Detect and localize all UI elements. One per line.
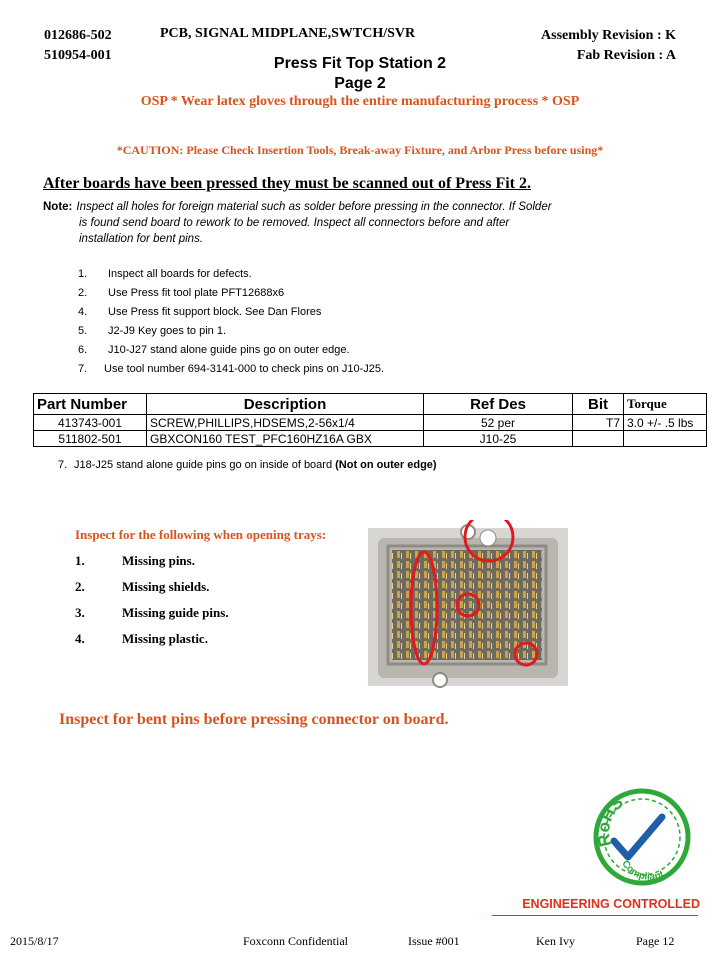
step-text: Inspect all boards for defects. — [108, 268, 252, 280]
osp-notice: OSP * Wear latex gloves through the entire manufacturing process * OSP — [140, 94, 580, 109]
fab-revision: Fab Revision : A — [576, 48, 676, 63]
header-bit: Bit — [573, 394, 624, 415]
note-line-2: is found send board to rework to be removed. Inspect all connectors before and after — [79, 217, 510, 229]
page-title-line1: Press Fit Top Station 2 — [273, 55, 447, 72]
section-heading: After boards have been pressed they must be scanned out of Press Fit 2. — [43, 175, 531, 192]
cell-part-number: 413743-001 — [34, 415, 147, 431]
item-number: 3. — [75, 605, 85, 620]
step-number: 5. — [78, 325, 88, 337]
list-item — [78, 284, 384, 303]
guide-pin-note — [58, 459, 437, 471]
list-item — [75, 603, 229, 629]
header-description: Description — [147, 394, 424, 415]
step-text: Use tool number 694-3141-000 to check pins on J10-J25. — [104, 363, 385, 375]
footer-author: Ken Ivy — [536, 934, 575, 948]
footer-date: 2015/8/17 — [10, 934, 59, 948]
step-number: 6. — [78, 344, 88, 356]
note-label: Note: — [43, 201, 73, 213]
list-item — [78, 303, 384, 322]
inspect-list — [75, 551, 229, 655]
engineering-controlled-label: ENGINEERING CONTROLLED — [522, 897, 700, 911]
item-text: Missing guide pins. — [122, 605, 229, 620]
rohs-text: RoHS — [594, 792, 627, 849]
cell-bit — [573, 431, 624, 447]
header-ref-des: Ref Des — [424, 394, 573, 415]
footer-page: Page 12 — [636, 934, 675, 948]
connector-photo — [368, 520, 568, 694]
step-text: J2-J9 Key goes to pin 1. — [108, 325, 227, 337]
bent-pins-notice: Inspect for bent pins before pressing connector on board. — [59, 711, 449, 728]
header-torque: Torque — [624, 394, 707, 415]
item-number: 1. — [75, 553, 85, 568]
parts-table — [33, 393, 707, 447]
note7-text: J18-J25 stand alone guide pins go on inside of board — [74, 459, 336, 471]
step-text: Use Press fit tool plate PFT12688x6 — [108, 287, 285, 299]
inspect-heading: Inspect for the following when opening trays: — [75, 527, 327, 542]
step-number: 2. — [78, 287, 88, 299]
note-block — [43, 199, 643, 247]
rohs-compliant-icon — [592, 783, 692, 891]
step-number: 1. — [78, 268, 88, 280]
cell-description: SCREW,PHILLIPS,HDSEMS,2-56x1/4 — [147, 415, 424, 431]
note7-number: 7. — [58, 459, 68, 471]
list-item — [75, 551, 229, 577]
footer-confidential: Foxconn Confidential — [243, 934, 348, 948]
item-text: Missing plastic. — [122, 631, 208, 646]
list-item — [78, 265, 384, 284]
item-text: Missing pins. — [122, 553, 195, 568]
doc-number: 012686-502 — [44, 28, 112, 43]
header-part-number: Part Number — [34, 394, 147, 415]
cell-torque: 3.0 +/- .5 lbs — [624, 415, 707, 431]
caution-notice: *CAUTION: Please Check Insertion Tools, Break-away Fixture, and Arbor Press before using* — [116, 143, 604, 157]
doc-number-2: 510954-001 — [44, 48, 112, 63]
table-row — [34, 415, 707, 431]
step-text: J10-J27 stand alone guide pins go on outer edge. — [108, 344, 350, 356]
item-number: 4. — [75, 631, 85, 646]
item-text: Missing shields. — [122, 579, 210, 594]
cell-ref-des: J10-25 — [424, 431, 573, 447]
list-item — [78, 341, 384, 360]
step-text: Use Press fit support block. See Dan Flores — [108, 306, 322, 318]
assembly-revision: Assembly Revision : K — [541, 28, 676, 43]
table-row — [34, 431, 707, 447]
list-item — [75, 629, 229, 655]
note-line-3: installation for bent pins. — [79, 233, 204, 245]
step-number: 7. — [78, 363, 88, 375]
cell-part-number: 511802-501 — [34, 431, 147, 447]
steps-list — [78, 265, 384, 379]
cell-description: GBXCON160 TEST_PFC160HZ16A GBX — [147, 431, 424, 447]
table-header-row — [34, 394, 707, 415]
footer-issue: Issue #001 — [408, 934, 460, 948]
cell-bit: T7 — [573, 415, 624, 431]
item-number: 2. — [75, 579, 85, 594]
cell-ref-des: 52 per — [424, 415, 573, 431]
list-item — [78, 360, 384, 379]
note7-bold: (Not on outer edge) — [335, 459, 437, 471]
rohs-compliant-text: Compliant — [619, 858, 666, 883]
list-item — [75, 577, 229, 603]
list-item — [78, 322, 384, 341]
note-line-1: Inspect all holes for foreign material such as solder before pressing in the connector. If Solder — [76, 201, 552, 213]
cell-torque — [624, 431, 707, 447]
page-title-line2: Page 2 — [334, 75, 386, 92]
page-title — [0, 54, 720, 94]
product-name: PCB, SIGNAL MIDPLANE,SWTCH/SVR — [160, 26, 416, 41]
divider — [492, 915, 698, 916]
step-number: 4. — [78, 306, 88, 318]
